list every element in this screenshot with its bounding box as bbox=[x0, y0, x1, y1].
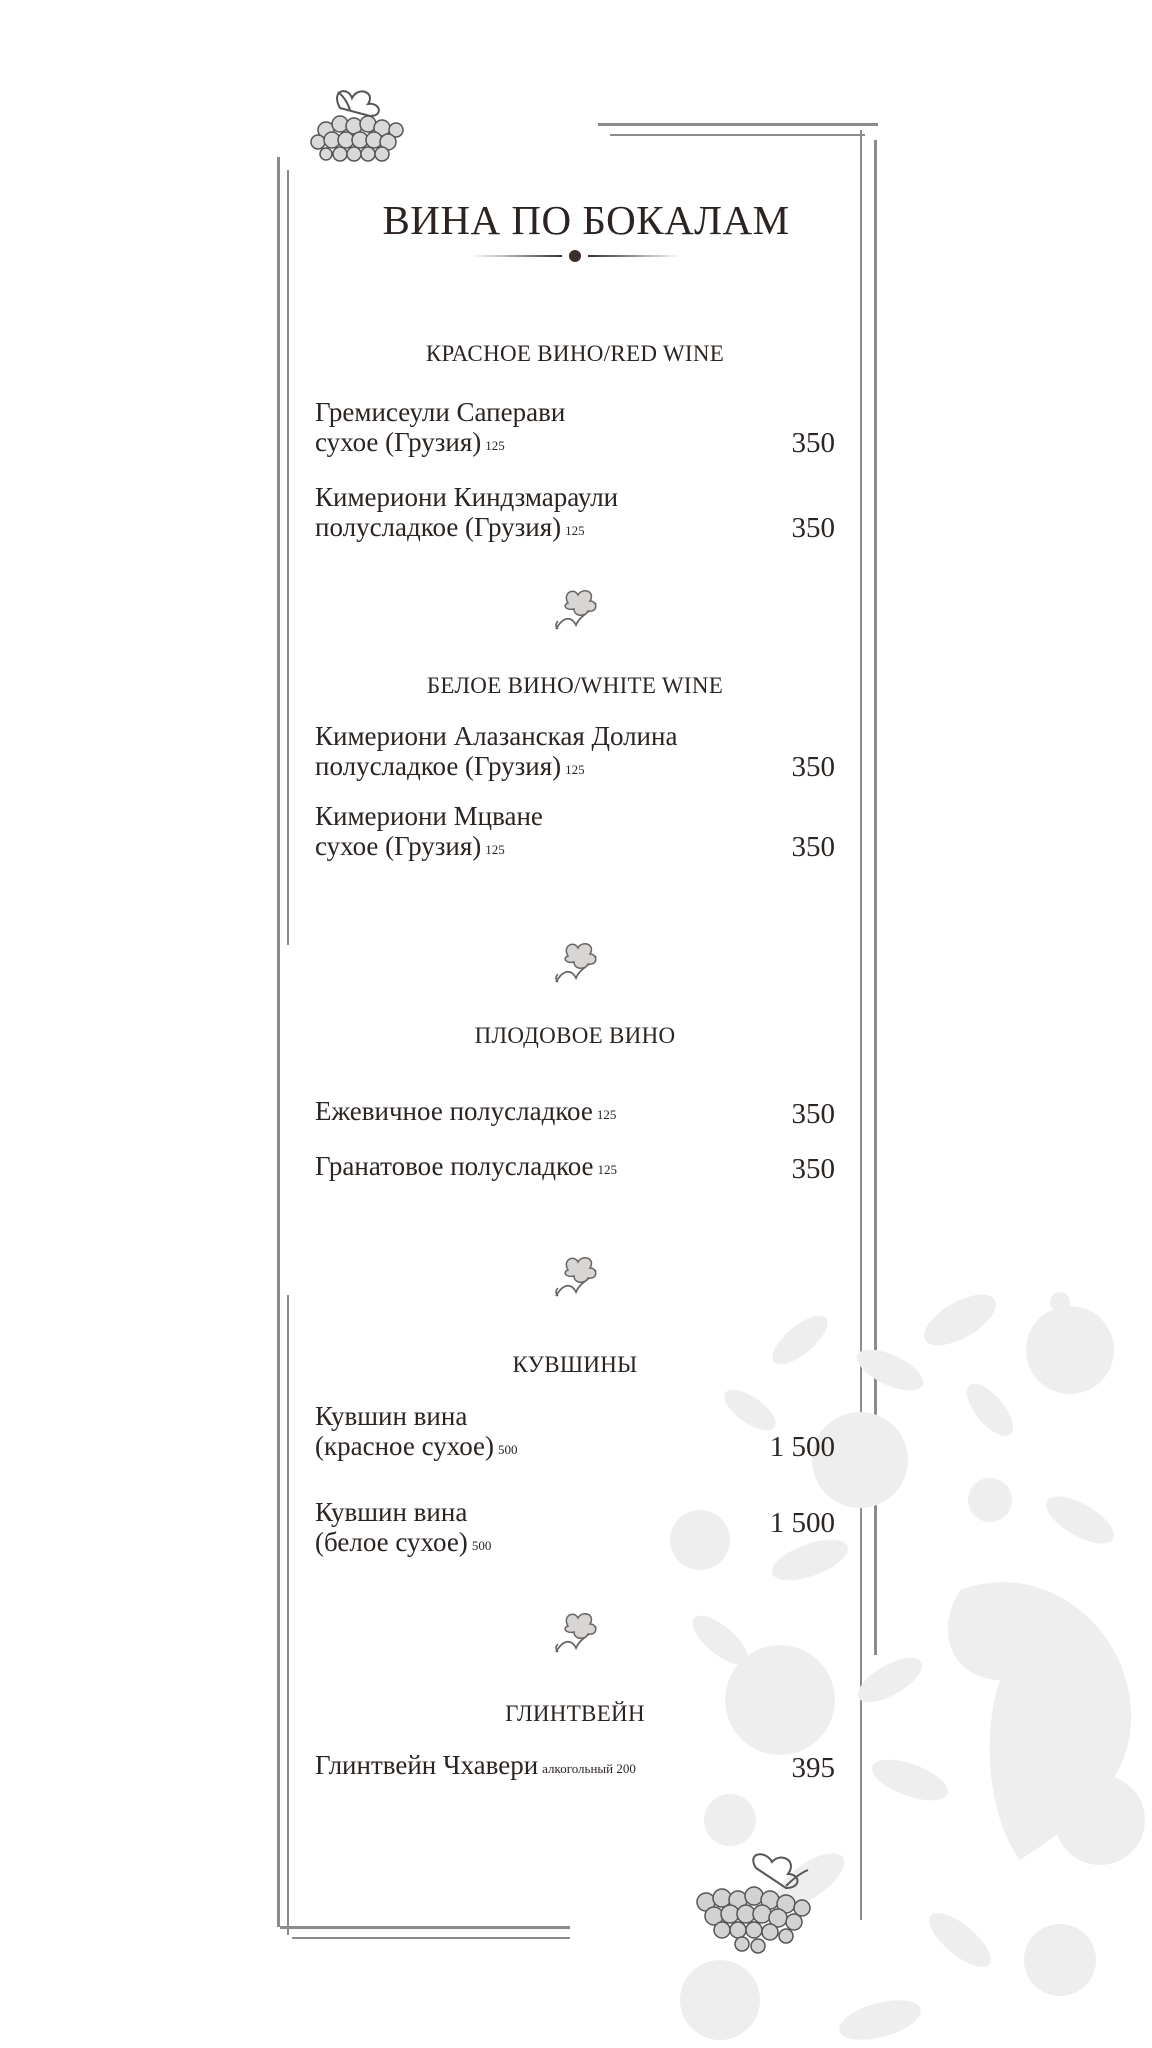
section-title-mulled-wine: ГЛИНТВЕЙН bbox=[505, 1701, 645, 1726]
section-title-jugs: КУВШИНЫ bbox=[512, 1352, 638, 1377]
item-price: 350 bbox=[791, 831, 835, 863]
item-volume: 125 bbox=[596, 1107, 617, 1122]
item-description: сухое (Грузия) bbox=[315, 427, 482, 457]
list-item bbox=[315, 801, 835, 881]
item-name: Кимериони Алазанская Долина bbox=[315, 721, 678, 751]
page-title: ВИНА ПО БОКАЛАМ bbox=[382, 197, 790, 243]
grapevine-icon bbox=[550, 1252, 604, 1302]
item-description: полусладкое (Грузия) bbox=[315, 751, 562, 781]
item-name: Гранатовое полусладкое bbox=[315, 1151, 594, 1181]
item-price: 350 bbox=[791, 427, 835, 459]
grapevine-icon bbox=[550, 585, 604, 635]
grapes-icon bbox=[686, 1852, 826, 1962]
item-volume: 125 bbox=[485, 842, 505, 857]
item-volume: алкогольный 200 bbox=[542, 1761, 636, 1776]
frame-top-inner bbox=[610, 134, 865, 136]
item-description: (красное сухое) bbox=[315, 1431, 494, 1461]
section-title-white-wine: БЕЛОЕ ВИНО/WHITE WINE bbox=[426, 673, 724, 698]
frame-left-inner bbox=[287, 170, 289, 945]
list-item bbox=[315, 1096, 835, 1136]
item-description: сухое (Грузия) bbox=[315, 831, 482, 861]
item-name: Кимериони Киндзмараули bbox=[315, 482, 619, 512]
item-name: Кимериони Мцване bbox=[315, 801, 543, 831]
item-volume: 500 bbox=[471, 1538, 492, 1553]
item-price: 350 bbox=[791, 512, 835, 544]
list-item bbox=[315, 1497, 835, 1577]
list-item bbox=[315, 1151, 835, 1191]
frame-top-outer bbox=[598, 123, 878, 126]
list-item bbox=[315, 1401, 835, 1481]
list-item bbox=[315, 482, 835, 562]
list-item bbox=[315, 397, 835, 477]
item-volume: 125 bbox=[565, 762, 585, 777]
grapes-icon bbox=[300, 84, 412, 170]
item-volume: 125 bbox=[597, 1162, 618, 1177]
item-volume: 125 bbox=[485, 438, 505, 453]
item-price: 350 bbox=[791, 751, 835, 783]
item-price: 350 bbox=[791, 1098, 835, 1130]
frame-left-outer bbox=[277, 157, 280, 1927]
item-name: Кувшин вина bbox=[315, 1401, 468, 1431]
frame-left-inner-lower bbox=[287, 1295, 289, 1935]
frame-bottom-outer bbox=[280, 1926, 570, 1929]
list-item bbox=[315, 1750, 835, 1790]
item-name: Гремисеули Саперави bbox=[315, 397, 566, 427]
grapevine-icon bbox=[550, 1608, 604, 1658]
item-name: Ежевичное полусладкое bbox=[315, 1096, 593, 1126]
item-price: 350 bbox=[791, 1153, 835, 1185]
item-price: 395 bbox=[791, 1752, 835, 1784]
title-ornament bbox=[470, 250, 680, 262]
section-title-red-wine: КРАСНОЕ ВИНО/RED WINE bbox=[425, 341, 725, 366]
item-price: 1 500 bbox=[769, 1507, 835, 1539]
grapevine-icon bbox=[550, 938, 604, 988]
item-price: 1 500 bbox=[769, 1431, 835, 1463]
item-description: (белое сухое) bbox=[315, 1527, 468, 1557]
item-description: полусладкое (Грузия) bbox=[315, 512, 562, 542]
frame-bottom-inner bbox=[292, 1937, 570, 1939]
item-name: Глинтвейн Чхавери bbox=[315, 1750, 539, 1780]
list-item bbox=[315, 721, 835, 801]
item-name: Кувшин вина bbox=[315, 1497, 468, 1527]
item-volume: 125 bbox=[565, 523, 585, 538]
item-volume: 500 bbox=[498, 1442, 518, 1457]
section-title-fruit-wine: ПЛОДОВОЕ ВИНО bbox=[474, 1023, 676, 1048]
